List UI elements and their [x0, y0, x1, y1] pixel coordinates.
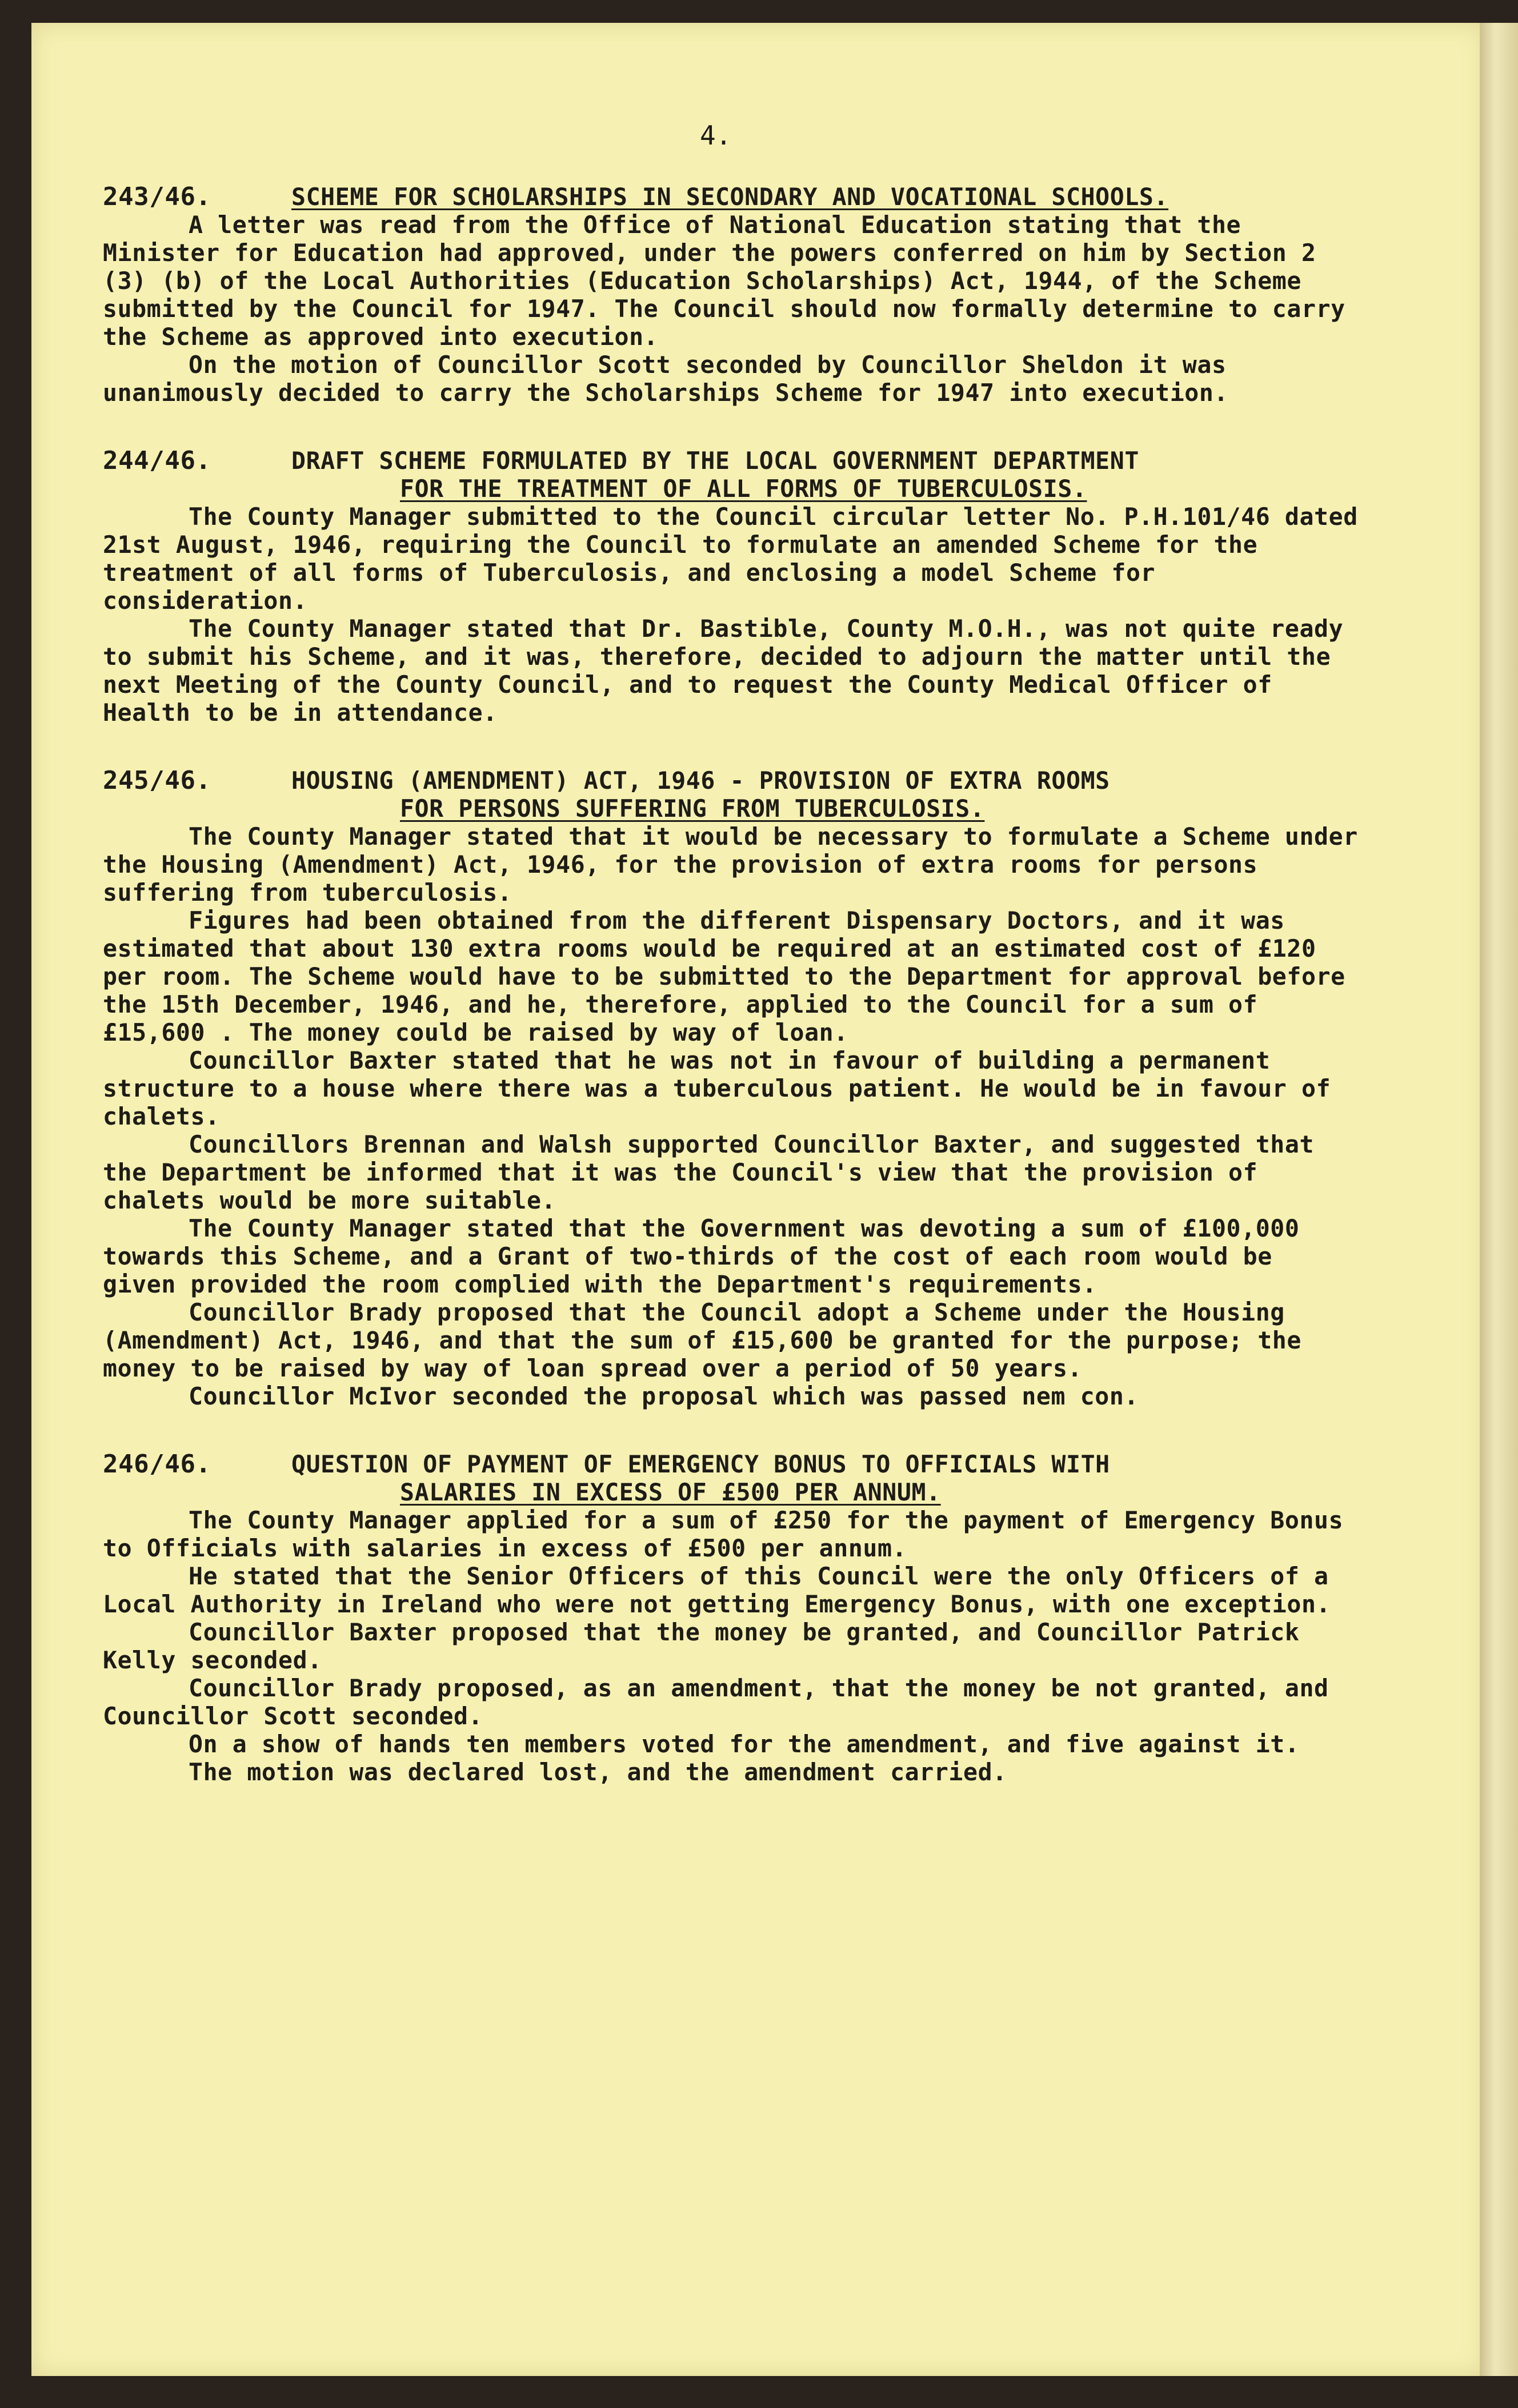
minute-number: 244/46.	[103, 446, 211, 475]
minute-paragraph: Councillor Baxter stated that he was not in favour of building a permanent structure to a house where there was a tuberculous patient. He would be in favour of chalets.	[103, 1046, 1345, 1130]
minute-paragraph: Councillors Brennan and Walsh supported Councillor Baxter, and suggested that the Department be informed that it was the Council's view that the provision of chalets would be more suitable.	[103, 1130, 1329, 1214]
minute-item-243	[103, 183, 1360, 407]
minute-title	[291, 183, 1360, 211]
minute-title-line: SALARIES IN EXCESS OF £500 PER ANNUM.	[400, 1478, 941, 1506]
minute-paragraph: The County Manager applied for a sum of £250 for the payment of Emergency Bonus to Officials with salaries in excess of £500 per annum.	[103, 1506, 1358, 1562]
minute-paragraph: A letter was read from the Office of National Education stating that the Minister for Education had approved, under the powers conferred on him by Section 2 (3) (b) of the Local Authorities (Education Scholarships) Act, 1944, of the Scheme submitted by the Council for 1947. The Council should now formally determine to carry the Scheme as approved into execution.	[103, 211, 1360, 351]
minute-paragraph: The County Manager submitted to the Council circular letter No. P.H.101/46 dated 21st August, 1946, requiring the Council to formulate an amended Scheme for the treatment of all forms of Tuberculosis, and enclosing a model Scheme for consideration.	[103, 503, 1373, 615]
minute-item-246	[103, 1450, 1360, 1786]
minute-paragraph: On the motion of Councillor Scott seconded by Councillor Sheldon it was unanimously decided to carry the Scholarships Scheme for 1947 into execution.	[103, 351, 1241, 407]
minute-title-line: DRAFT SCHEME FORMULATED BY THE LOCAL GOVERNMENT DEPARTMENT	[291, 447, 1139, 475]
minute-title	[291, 447, 1360, 503]
minutes-body	[103, 114, 1373, 1786]
minute-paragraph: He stated that the Senior Officers of this Council were the only Officers of a Local Authority in Ireland who were not getting Emergency Bonus, with one exception.	[103, 1562, 1344, 1618]
document-page	[31, 23, 1485, 2376]
page-number: 4.	[700, 120, 732, 151]
minute-item-244	[103, 446, 1373, 727]
minute-paragraph: The County Manager stated that the Government was devoting a sum of £100,000 towards this Scheme, and a Grant of two-thirds of the cost of each room would be given provided the room complied with the Department's requirements.	[103, 1214, 1315, 1298]
minute-title	[291, 766, 1360, 822]
minute-paragraph: Councillor Baxter proposed that the money be granted, and Councillor Patrick Kelly seconded.	[103, 1618, 1315, 1674]
minute-paragraph: On a show of hands ten members voted for the amendment, and five against it.	[189, 1730, 1300, 1758]
minute-number: 245/46.	[103, 766, 211, 795]
minute-title-line: HOUSING (AMENDMENT) ACT, 1946 - PROVISION OF EXTRA ROOMS	[291, 766, 1110, 794]
minute-paragraph: Councillor McIvor seconded the proposal which was passed nem con.	[189, 1382, 1139, 1410]
minute-title-line: QUESTION OF PAYMENT OF EMERGENCY BONUS TO OFFICIALS WITH	[291, 1450, 1110, 1478]
minute-title-line: FOR PERSONS SUFFERING FROM TUBERCULOSIS.	[400, 794, 985, 822]
minute-title-line: SCHEME FOR SCHOLARSHIPS IN SECONDARY AND VOCATIONAL SCHOOLS.	[291, 183, 1169, 211]
minute-title	[291, 1450, 1360, 1506]
minute-title-line: FOR THE TREATMENT OF ALL FORMS OF TUBERCULOSIS.	[400, 475, 1087, 503]
minute-paragraph: The County Manager stated that Dr. Bastible, County M.O.H., was not quite ready to submit his Scheme, and it was, therefore, decided to adjourn the matter until the next Meeting of the County Council, and to request the County Medical Officer of Health to be in attendance.	[103, 615, 1358, 727]
minute-paragraph: Councillor Brady proposed that the Council adopt a Scheme under the Housing (Amendment) Act, 1946, and that the sum of £15,600 be granted for the purpose; the money to be raised by way of loan spread over a period of 50 years.	[103, 1298, 1316, 1382]
minute-paragraph: Councillor Brady proposed, as an amendment, that the money be not granted, and Councillor Scott seconded.	[103, 1674, 1344, 1730]
minute-number: 243/46.	[103, 182, 211, 211]
minute-paragraph: Figures had been obtained from the different Dispensary Doctors, and it was estimated that about 130 extra rooms would be required at an estimated cost of £120 per room. The Scheme would have to be submitted to the Department for approval before the 15th December, 1946, and he, therefore, applied to the Council for a sum of £15,600 . The money could be raised by way of loan.	[103, 906, 1360, 1046]
minute-paragraph: The County Manager stated that it would be necessary to formulate a Scheme under the Housing (Amendment) Act, 1946, for the provision of extra rooms for persons suffering from tuberculosis.	[103, 822, 1373, 906]
book-binding-edge	[1480, 23, 1518, 2376]
minute-item-245	[103, 766, 1373, 1410]
minute-paragraph: The motion was declared lost, and the amendment carried.	[189, 1758, 1007, 1786]
minute-number: 246/46.	[103, 1450, 211, 1479]
